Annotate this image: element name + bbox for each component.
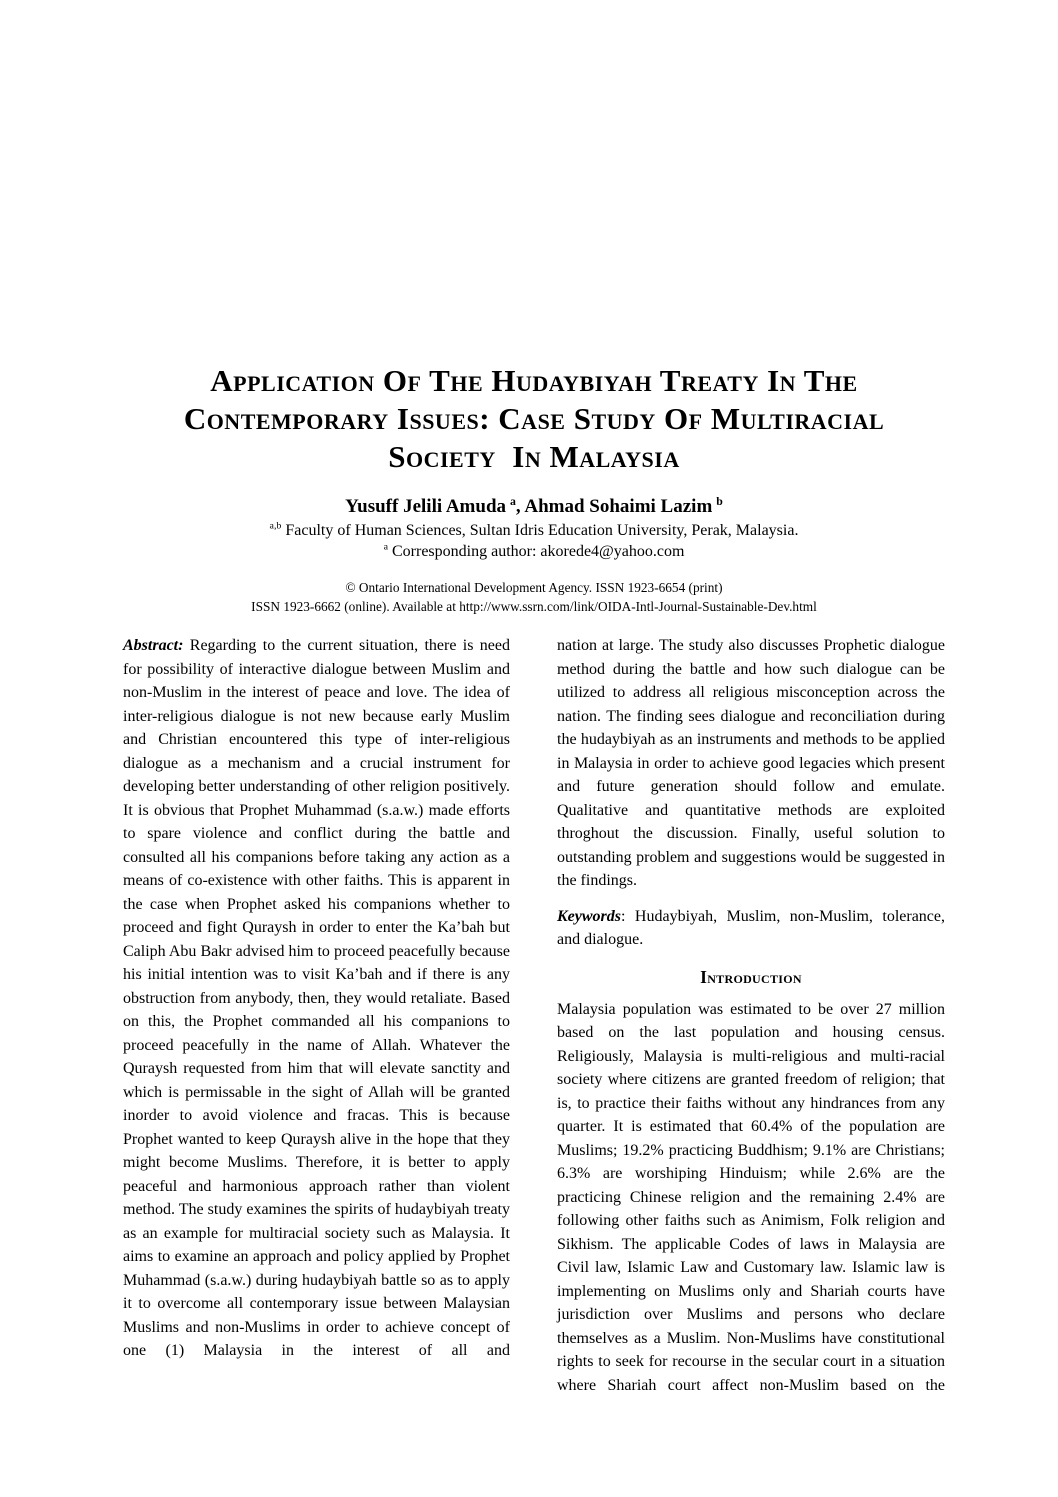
abstract-text-part-1: Regarding to the current situation, there is need for possibility of interactive dialogue between Muslim and non-Muslim in the interest of peace and love. The idea of inter-religious dialogue is not new because early Muslim and Christian encountered this type of inter-religious dialogue as a mechanism and a crucial instrument for developing better understanding of other religion positively. It is obvious that Prophet Muhammad (s.a.w.) made efforts to spare violence and conflict during the battle and consulted all his companions before taking any action as a means of co-existence with other faiths. This is apparent in the case when Prophet asked his companions whether to proceed and fight Quraysh in order to enter the Ka’bah but Caliph Abu Bakr advised him to proceed peacefully because his initial intention was to visit Ka’bah and if there is any obstruction from anybody, then, they would retaliate. Based on this, the Prophet commanded all his companions to proceed peacefully in the name of Allah. Whatever the Quraysh requested from him that will elevate sanctity and which is permissable in the sight of Allah will be granted inorder to avoid violence and fracas. This is because Prophet wanted to keep Quraysh alive in the hope that they might become Muslims. Therefore, it is better to apply peaceful and harmonious approach rather than violent method. The study examines the spirits of hudaybiyah treaty as an example for multiracial society such as Malaysia. It aims to examine an approach and policy applied by Prophet Muhammad (s.a.w.) during hudaybiyah battle so as to apply it to overcome all contemporary issue between Malaysian Muslims and non-Muslims in order to achieve concept of one (1) Malaysia in the interest of all and [123, 637, 510, 1359]
introduction-text: Malaysia population was estimated to be over 27 million based on the last population and housing census. Religiously, Malaysia is multi-religious and multi-racial society where citizens are granted freedom of religion; that is, to practice their faiths without any hindrances from any quarter. It is estimated that 60.4% of the population are Muslims; 19.2% practicing Buddhism; 9.1% are Christians; 6.3% are worshiping Hinduism; while 2.6% are the practicing Chinese religion and the remaining 2.4% are following other faiths such as Animism, Folk religion and Sikhism. The applicable Codes of laws in Malaysia are Civil law, Islamic Law and Customary law. Islamic law is implementing on Muslims only and Shariah courts have jurisdiction over Muslims and persons who declare themselves as a Muslim. Non-Muslims have constitutional rights to seek for recourse in the secular court in a situation where Shariah court affect non-Muslim based on the [557, 1000, 945, 1394]
keywords-label: Keywords [557, 907, 621, 925]
introduction-heading: Introduction [700, 966, 802, 987]
imprint-line-1: © Ontario International Development Agency. ISSN 1923-6654 (print) [345, 580, 723, 595]
title-line-1: Application Of The Hudaybiyah Treaty In The [210, 363, 858, 398]
keywords-colon: : [621, 907, 635, 925]
introduction-paragraph [557, 998, 945, 1398]
title-line-3: Society In Malaysia [388, 439, 680, 474]
imprint-line-2: ISSN 1923-6662 (online). Available at http://www.ssrn.com/link/OIDA-Intl-Journal-Sustainable-Dev.html [251, 599, 817, 614]
left-column [123, 634, 510, 1397]
abstract-label: Abstract: [123, 637, 184, 654]
corresponding-text: Corresponding author: akorede4@yahoo.com [387, 543, 685, 560]
author-separator: , [515, 496, 525, 517]
author-name-2: Ahmad Sohaimi Lazim [524, 496, 713, 517]
affiliation-superscript: a,b [269, 520, 282, 532]
abstract-text-part-2: nation at large. The study also discusses Prophetic dialogue method during the battle and how such dialogue can be utilized to address all religious misconception across the nation. The finding sees dialogue and reconciliation during the hudaybiyah as an instruments and methods to be applied in Malaysia in order to achieve good legacies which present and future generation should follow and emulate. Qualitative and quantitative methods are exploited throghout the discussion. Finally, useful solution to outstanding problem and suggestions would be suggested in the findings. [557, 637, 945, 889]
title-line-2: Contemporary Issues: Case Study Of Multiracial [183, 401, 885, 436]
affiliation-text: Faculty of Human Sciences, Sultan Idris Education University, Perak, Malaysia. [281, 522, 799, 539]
corresponding-author-line [123, 541, 945, 562]
author-2-superscript: b [716, 494, 723, 508]
right-column [557, 634, 945, 1397]
affiliation-line [123, 520, 945, 541]
author-1-superscript: a [510, 494, 516, 508]
imprint-block [123, 578, 945, 616]
two-column-body [123, 634, 945, 1397]
keywords-text: Hudaybiyah, Muslim, non-Muslim, tolerance, and dialogue. [557, 907, 945, 948]
page-title [123, 362, 945, 476]
authors-line [123, 494, 945, 520]
author-name-1: Yusuff Jelili Amuda [345, 496, 507, 517]
keywords-paragraph [557, 905, 945, 952]
corresponding-superscript: a [383, 541, 388, 553]
abstract-paragraph [123, 634, 510, 1363]
abstract-continuation-paragraph [557, 634, 945, 893]
